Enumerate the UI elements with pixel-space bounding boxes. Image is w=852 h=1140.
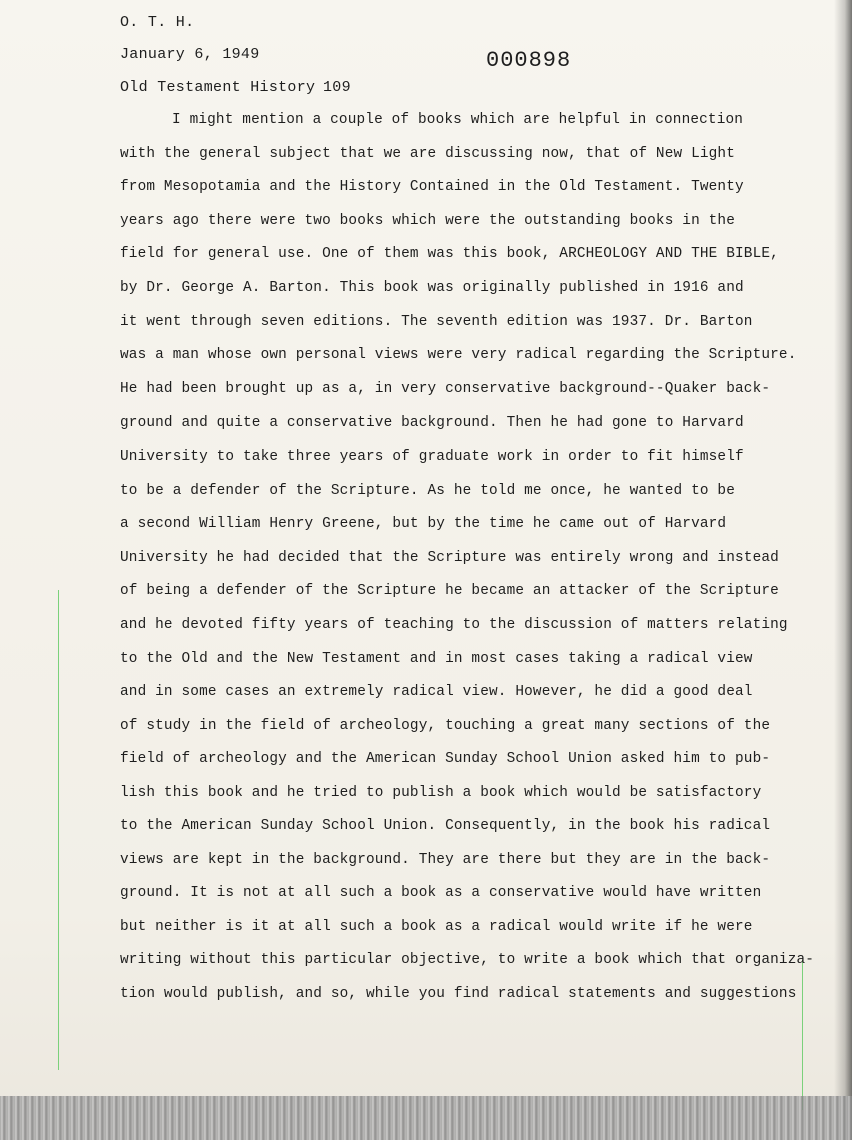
body-line: University he had decided that the Scripture was entirely wrong and instead [120,550,779,566]
document-number: 000898 [486,48,572,73]
margin-rule-right [802,960,803,1110]
body-line: University to take three years of graduate work in order to fit himself [120,449,744,465]
body-line: to the Old and the New Testament and in most cases taking a radical view [120,651,753,667]
body-line: and he devoted fifty years of teaching to the discussion of matters relating [120,617,788,633]
body-line: tion would publish, and so, while you find radical statements and suggestions [120,986,797,1002]
body-line: but neither is it at all such a book as a radical would write if he were [120,919,753,935]
body-line: and in some cases an extremely radical view. However, he did a good deal [120,684,753,700]
body-line: field for general use. One of them was this book, ARCHEOLOGY AND THE BIBLE, [120,246,779,262]
body-line: field of archeology and the American Sunday School Union asked him to pub- [120,751,771,767]
page-edge-shadow [834,0,852,1140]
body-line: views are kept in the background. They are there but they are in the back- [120,852,771,868]
body-line: of being a defender of the Scripture he became an attacker of the Scripture [120,583,779,599]
body-line: I might mention a couple of books which are helpful in connection [172,112,744,128]
body-line: lish this book and he tried to publish a book which would be satisfactory [120,785,762,801]
header-page-number: 109 [323,79,351,96]
body-line: by Dr. George A. Barton. This book was originally published in 1916 and [120,280,744,296]
body-line: from Mesopotamia and the History Contained in the Old Testament. Twenty [120,179,744,195]
body-line: He had been brought up as a, in very conservative background--Quaker back- [120,381,771,397]
body-line: years ago there were two books which were the outstanding books in the [120,213,736,229]
body-line: a second William Henry Greene, but by the time he came out of Harvard [120,516,727,532]
body-line: writing without this particular objective, to write a book which that organiza- [120,952,815,968]
body-line: ground and quite a conservative background. Then he had gone to Harvard [120,415,744,431]
body-line: with the general subject that we are discussing now, that of New Light [120,146,736,162]
body-line: was a man whose own personal views were very radical regarding the Scripture. [120,347,797,363]
body-line: of study in the field of archeology, touching a great many sections of the [120,718,771,734]
scanner-edge [0,1096,852,1140]
body-line: it went through seven editions. The seventh edition was 1937. Dr. Barton [120,314,753,330]
header-initials: O. T. H. [120,14,195,31]
header-course: Old Testament History [120,79,316,96]
header-date: January 6, 1949 [120,46,260,63]
body-line: ground. It is not at all such a book as a conservative would have written [120,885,762,901]
body-line: to be a defender of the Scripture. As he told me once, he wanted to be [120,483,736,499]
body-line: to the American Sunday School Union. Consequently, in the book his radical [120,818,771,834]
margin-rule [58,590,59,1070]
